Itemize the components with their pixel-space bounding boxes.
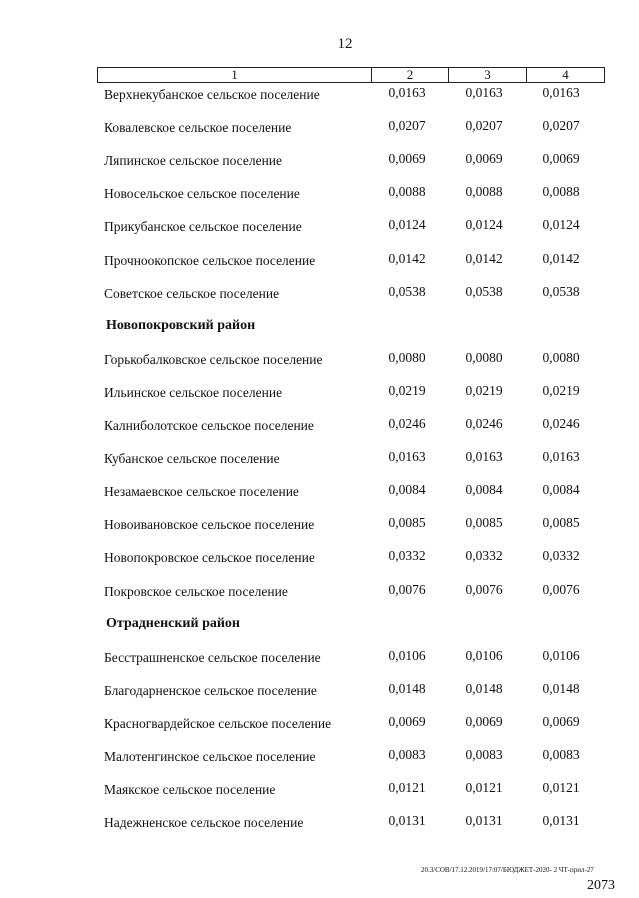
value-col-3: 0,0207 xyxy=(465,118,503,133)
value-col-4: 0,0083 xyxy=(542,747,580,762)
table-row xyxy=(0,350,639,370)
region-heading: Новопокровский район xyxy=(106,318,256,333)
settlement-name: Кубанское сельское поселение xyxy=(104,451,280,466)
value-col-2: 0,0131 xyxy=(388,813,426,828)
value-col-4: 0,0124 xyxy=(542,217,580,232)
document-code: 20.3/СОВ/17.12.2019/17:07/БЮДЖЕТ-2020- 2 ЧТ-прил-27 xyxy=(421,866,594,874)
settlement-name: Прикубанское сельское поселение xyxy=(104,219,302,234)
value-col-3: 0,0076 xyxy=(465,582,503,597)
settlement-name: Калниболотское сельское поселение xyxy=(104,418,314,433)
table-row xyxy=(0,714,639,734)
value-col-4: 0,0076 xyxy=(542,582,580,597)
value-col-2: 0,0148 xyxy=(388,681,426,696)
value-col-2: 0,0207 xyxy=(388,118,426,133)
table-row xyxy=(0,118,639,138)
settlement-name: Маякское сельское поселение xyxy=(104,782,276,797)
value-col-3: 0,0131 xyxy=(465,813,503,828)
value-col-3: 0,0088 xyxy=(465,184,503,199)
value-col-2: 0,0121 xyxy=(388,780,426,795)
table-row xyxy=(0,482,639,502)
value-col-2: 0,0163 xyxy=(388,85,426,100)
value-col-3: 0,0069 xyxy=(465,714,503,729)
value-col-4: 0,0332 xyxy=(542,548,580,563)
settlement-name: Новосельское сельское поселение xyxy=(104,186,300,201)
value-col-4: 0,0069 xyxy=(542,151,580,166)
value-col-3: 0,0080 xyxy=(465,350,503,365)
value-col-4: 0,0084 xyxy=(542,482,580,497)
value-col-4: 0,0142 xyxy=(542,251,580,266)
value-col-4: 0,0106 xyxy=(542,648,580,663)
value-col-2: 0,0246 xyxy=(388,416,426,431)
value-col-2: 0,0069 xyxy=(388,714,426,729)
value-col-3: 0,0332 xyxy=(465,548,503,563)
value-col-2: 0,0219 xyxy=(388,383,426,398)
column-header-table xyxy=(97,67,605,83)
value-col-4: 0,0246 xyxy=(542,416,580,431)
value-col-2: 0,0085 xyxy=(388,515,426,530)
table-row xyxy=(0,416,639,436)
settlement-name: Ильинское сельское поселение xyxy=(104,385,283,400)
table-row xyxy=(0,217,639,237)
table-row xyxy=(0,582,639,602)
value-col-4: 0,0080 xyxy=(542,350,580,365)
value-col-3: 0,0106 xyxy=(465,648,503,663)
value-col-3: 0,0163 xyxy=(465,449,503,464)
table-row xyxy=(0,251,639,271)
value-col-3: 0,0142 xyxy=(465,251,503,266)
table-row xyxy=(0,780,639,800)
value-col-3: 0,0085 xyxy=(465,515,503,530)
value-col-4: 0,0538 xyxy=(542,284,580,299)
value-col-4: 0,0069 xyxy=(542,714,580,729)
value-col-2: 0,0084 xyxy=(388,482,426,497)
settlement-name: Красногвардейское сельское поселение xyxy=(104,716,332,731)
table-row xyxy=(0,548,639,568)
value-col-3: 0,0083 xyxy=(465,747,503,762)
settlement-name: Покровское сельское поселение xyxy=(104,584,288,599)
value-col-3: 0,0124 xyxy=(465,217,503,232)
value-col-2: 0,0538 xyxy=(388,284,426,299)
value-col-2: 0,0163 xyxy=(388,449,426,464)
page-stamp-number: 2073 xyxy=(587,878,615,892)
settlement-name: Благодарненское сельское поселение xyxy=(104,683,317,698)
table-row xyxy=(0,515,639,535)
value-col-2: 0,0142 xyxy=(388,251,426,266)
value-col-4: 0,0219 xyxy=(542,383,580,398)
value-col-3: 0,0084 xyxy=(465,482,503,497)
value-col-3: 0,0121 xyxy=(465,780,503,795)
table-row xyxy=(0,284,639,304)
value-col-3: 0,0163 xyxy=(465,85,503,100)
value-col-4: 0,0121 xyxy=(542,780,580,795)
value-col-4: 0,0131 xyxy=(542,813,580,828)
settlement-name: Малотенгинское сельское поселение xyxy=(104,749,316,764)
column-header-1: 1 xyxy=(98,68,372,83)
settlement-name: Бесстрашненское сельское поселение xyxy=(104,650,321,665)
value-col-3: 0,0069 xyxy=(465,151,503,166)
table-row xyxy=(0,383,639,403)
value-col-4: 0,0148 xyxy=(542,681,580,696)
value-col-2: 0,0076 xyxy=(388,582,426,597)
settlement-name: Новоивановское сельское поселение xyxy=(104,517,315,532)
settlement-name: Советское сельское поселение xyxy=(104,286,280,301)
page-number: 12 xyxy=(337,36,353,52)
value-col-4: 0,0088 xyxy=(542,184,580,199)
value-col-2: 0,0088 xyxy=(388,184,426,199)
value-col-2: 0,0083 xyxy=(388,747,426,762)
settlement-name: Верхнекубанское сельское поселение xyxy=(104,87,320,102)
table-row xyxy=(0,813,639,833)
settlement-name: Незамаевское сельское поселение xyxy=(104,484,299,499)
table-row xyxy=(0,449,639,469)
value-col-3: 0,0219 xyxy=(465,383,503,398)
value-col-2: 0,0124 xyxy=(388,217,426,232)
table-row xyxy=(0,747,639,767)
settlement-name: Горькобалковское сельское поселение xyxy=(104,352,323,367)
table-row xyxy=(0,151,639,171)
value-col-4: 0,0085 xyxy=(542,515,580,530)
value-col-3: 0,0538 xyxy=(465,284,503,299)
value-col-2: 0,0080 xyxy=(388,350,426,365)
column-header-2: 2 xyxy=(372,68,449,83)
settlement-name: Ляпинское сельское поселение xyxy=(104,153,283,168)
settlement-name: Прочноокопское сельское поселение xyxy=(104,253,316,268)
settlement-name: Надежненское сельское поселение xyxy=(104,815,304,830)
table-row xyxy=(0,681,639,701)
table-row xyxy=(0,648,639,668)
value-col-4: 0,0163 xyxy=(542,85,580,100)
value-col-3: 0,0148 xyxy=(465,681,503,696)
value-col-4: 0,0207 xyxy=(542,118,580,133)
settlement-name: Ковалевское сельское поселение xyxy=(104,120,292,135)
region-heading: Отрадненский район xyxy=(106,616,240,631)
value-col-2: 0,0332 xyxy=(388,548,426,563)
value-col-2: 0,0069 xyxy=(388,151,426,166)
value-col-4: 0,0163 xyxy=(542,449,580,464)
column-header-3: 3 xyxy=(449,68,527,83)
table-row xyxy=(0,85,639,105)
value-col-3: 0,0246 xyxy=(465,416,503,431)
settlement-name: Новопокровское сельское поселение xyxy=(104,550,315,565)
value-col-2: 0,0106 xyxy=(388,648,426,663)
table-row xyxy=(0,184,639,204)
column-header-4: 4 xyxy=(527,68,605,83)
